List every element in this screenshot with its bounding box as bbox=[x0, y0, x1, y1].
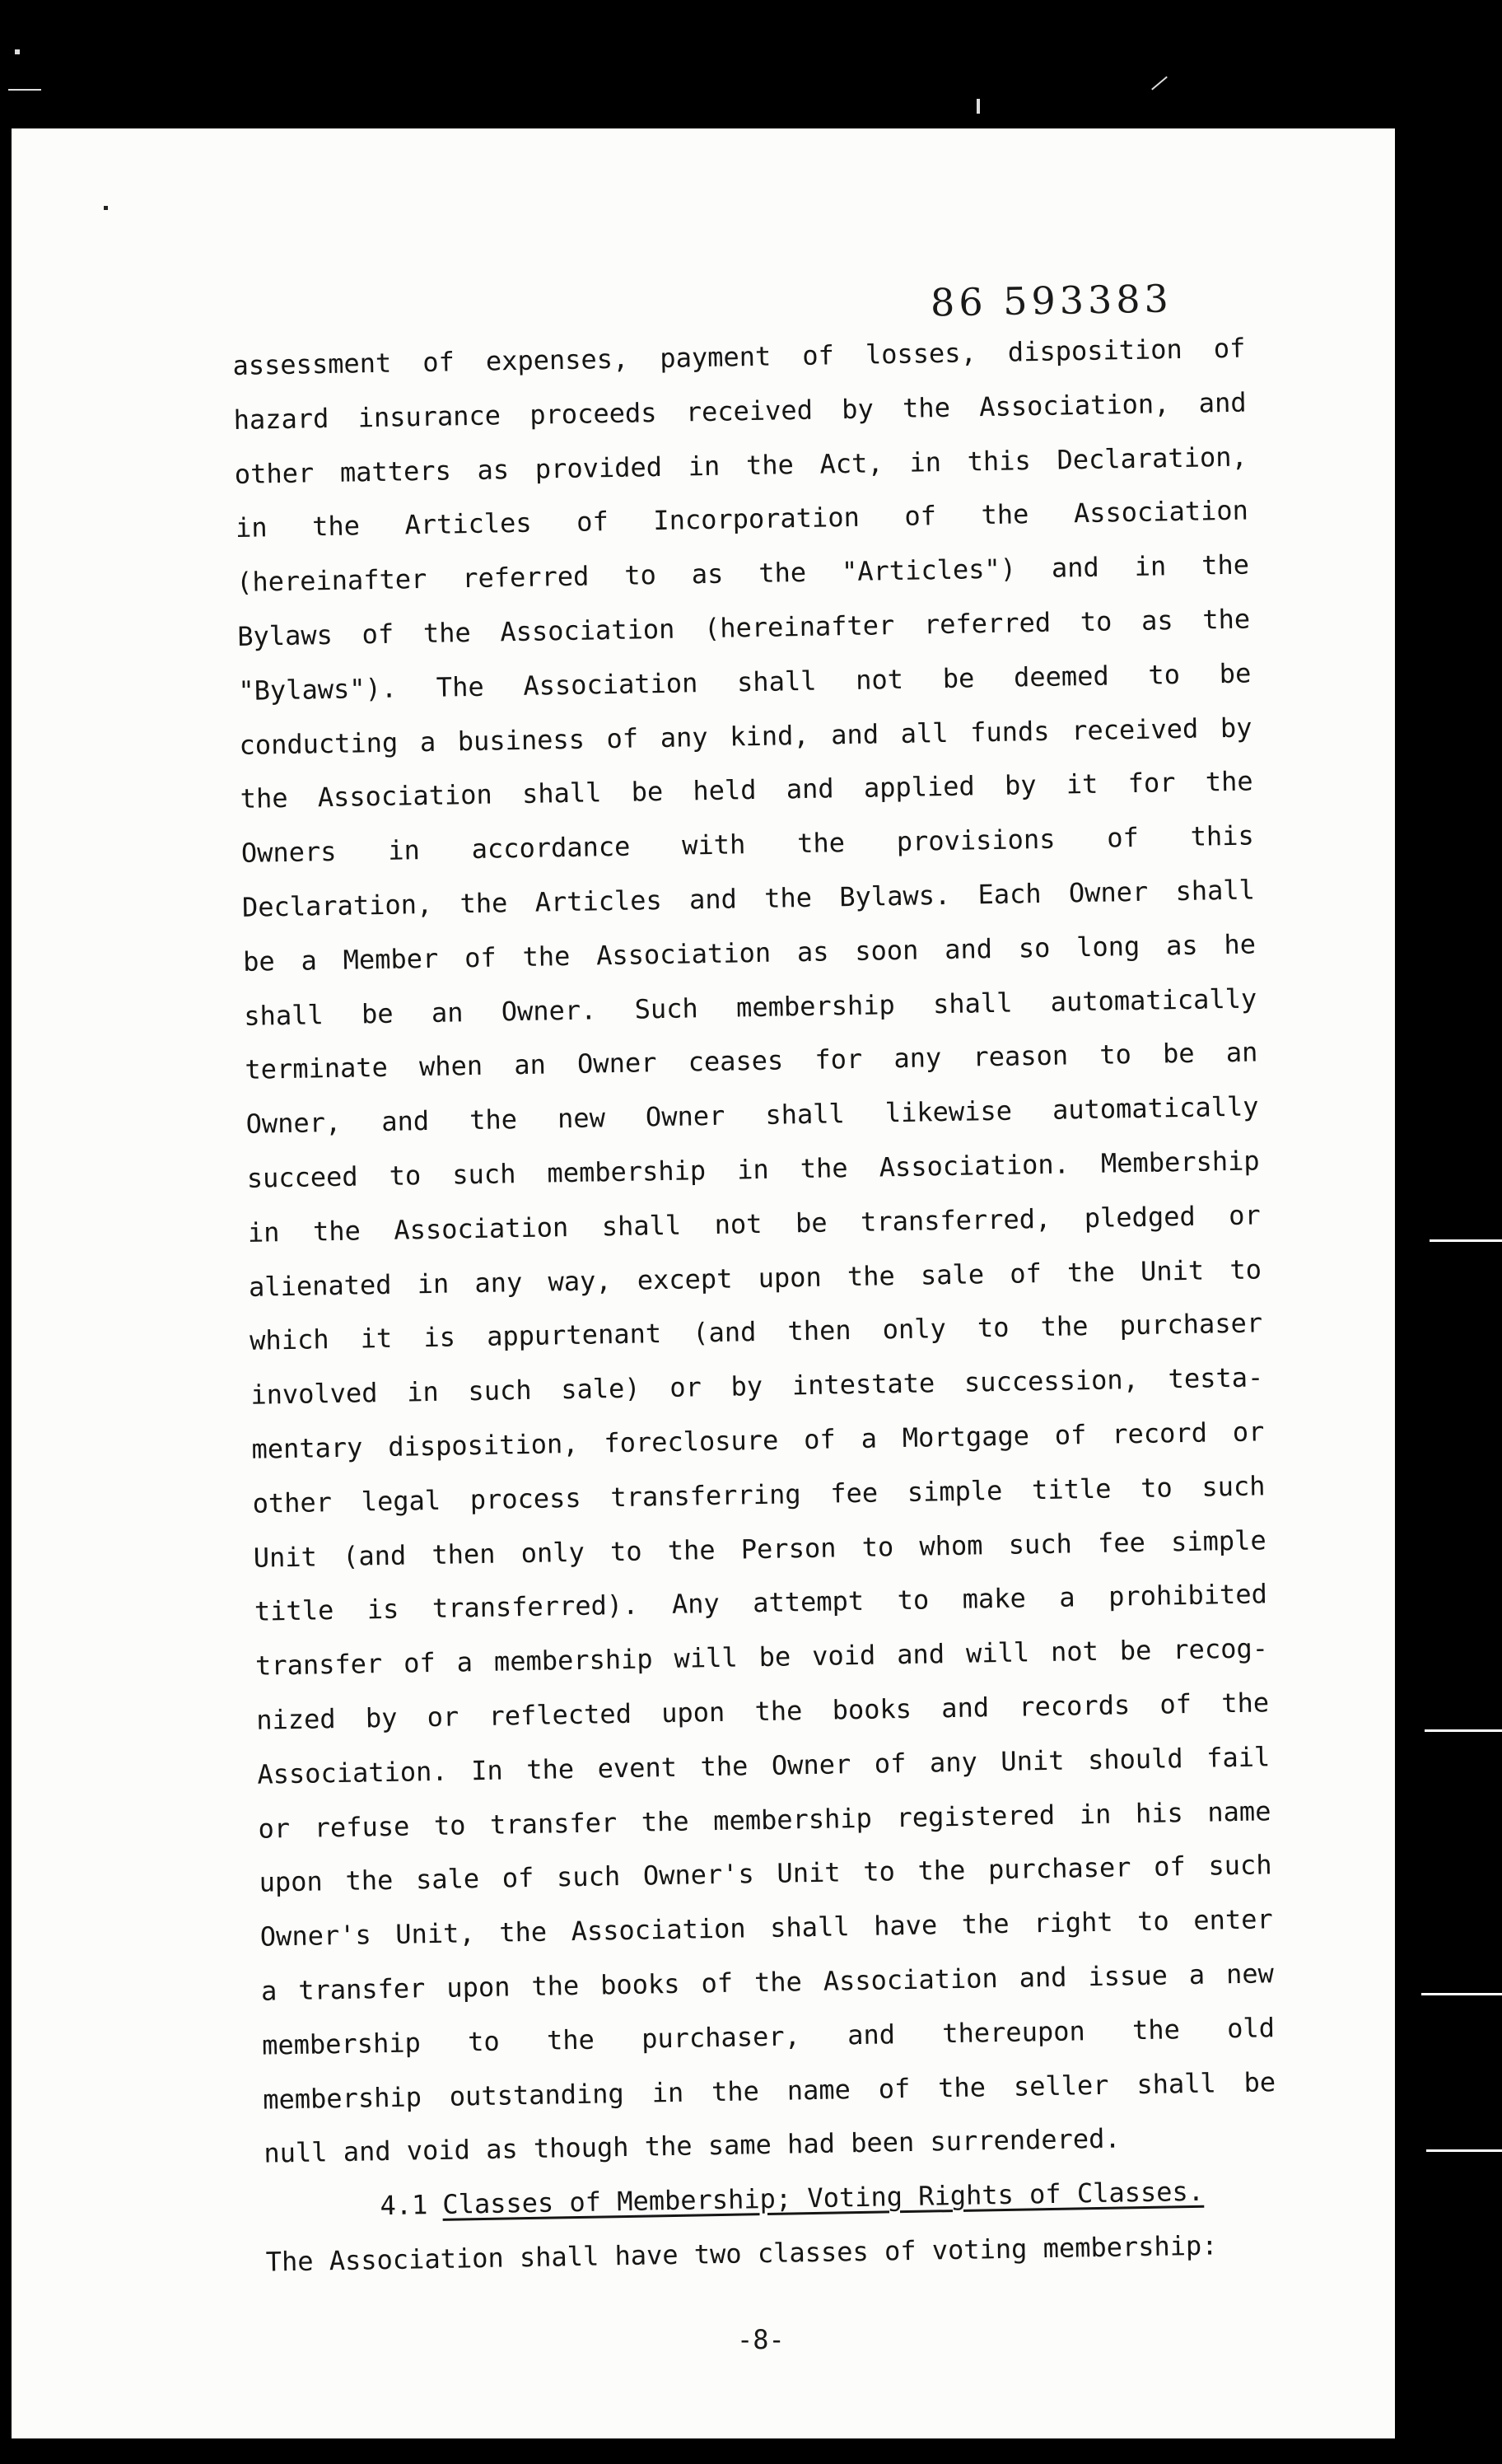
text-line: a transfer upon the books of the Association and issue a new bbox=[260, 1958, 1275, 2007]
section-title: Classes of Membership; Voting Rights of Classes. bbox=[442, 2175, 1205, 2220]
text-line: membership outstanding in the name of the seller shall be bbox=[262, 2065, 1276, 2116]
text-line: alienated in any way, except upon the sale of the Unit to bbox=[248, 1253, 1262, 1303]
text-line: mentary disposition, foreclosure of a Mortgage of record or bbox=[251, 1416, 1265, 1465]
text-line: assessment of expenses, payment of losses, disposition of bbox=[232, 332, 1246, 381]
scan-speck bbox=[104, 206, 108, 210]
text-line: Bylaws of the Association (hereinafter referred to as the bbox=[236, 603, 1251, 652]
text-line: hazard insurance proceeds received by the Association, and bbox=[233, 386, 1247, 436]
text-line: shall be an Owner. Such membership shall automatically bbox=[244, 982, 1257, 1032]
text-line: Owners in accordance with the provisions of this bbox=[240, 819, 1255, 870]
scan-speck bbox=[15, 49, 20, 54]
text-line: other matters as provided in the Act, in this Declaration, bbox=[234, 441, 1248, 490]
scan-speck bbox=[1151, 77, 1168, 91]
text-line: "Bylaws"). The Association shall not be deemed to be bbox=[238, 657, 1252, 707]
text-line: upon the sale of such Owner's Unit to the purchaser of such bbox=[259, 1849, 1272, 1899]
text-line: involved in such sale) or by intestate succession, testa- bbox=[250, 1361, 1264, 1411]
text-line: succeed to such membership in the Association. Membership bbox=[246, 1145, 1260, 1194]
text-line: the Association shall be held and applied by it for the bbox=[240, 765, 1253, 815]
body-text bbox=[232, 322, 1279, 2290]
text-line: Unit (and then only to the Person to whom such fee simple bbox=[253, 1524, 1266, 1574]
scan-edge-mark bbox=[1430, 1239, 1502, 1242]
text-line: other legal process transferring fee simple title to such bbox=[252, 1470, 1266, 1519]
text-line: Declaration, the Articles and the Bylaws. Each Owner shall bbox=[241, 874, 1256, 923]
text-line: conducting a business of any kind, and all funds received by bbox=[239, 712, 1252, 761]
text-line: in the Association shall not be transferred, pledged or bbox=[247, 1199, 1262, 1248]
text-line: Owner, and the new Owner shall likewise automatically bbox=[245, 1090, 1259, 1141]
text-line: terminate when an Owner ceases for any reason to be an bbox=[245, 1036, 1258, 1086]
text-line: Owner's Unit, the Association shall have the right to enter bbox=[259, 1903, 1274, 1953]
scan-edge-mark bbox=[1421, 1993, 1502, 1995]
text-line: or refuse to transfer the membership registered in his name bbox=[258, 1794, 1271, 1845]
page-number: -8- bbox=[737, 2324, 785, 2355]
section-number: 4.1 bbox=[380, 2189, 428, 2222]
text-line: transfer of a membership will be void and will not be recog- bbox=[254, 1632, 1269, 1682]
scan-speck bbox=[977, 99, 980, 114]
text-line: (hereinafter referred to as the "Articles") and in the bbox=[236, 548, 1250, 599]
text-line: membership to the purchaser, and thereupon the old bbox=[261, 2011, 1276, 2061]
text-line: title is transferred). Any attempt to make a prohibited bbox=[254, 1578, 1268, 1628]
text-line: Association. In the event the Owner of any Unit should fail bbox=[257, 1740, 1271, 1790]
text-line: be a Member of the Association as soon and so long as he bbox=[242, 928, 1257, 978]
text-line: which it is appurtenant (and then only to the purchaser bbox=[249, 1307, 1263, 1357]
scan-speck bbox=[8, 89, 41, 91]
closing-line: The Association shall have two classes of voting membership: bbox=[265, 2229, 1218, 2278]
text-line: null and void as though the same had been surrendered. bbox=[264, 2122, 1121, 2169]
scan-edge-mark bbox=[1426, 2149, 1502, 2152]
document-number: 86 593383 bbox=[930, 276, 1173, 325]
text-line: nized by or reflected upon the books and records of the bbox=[255, 1687, 1270, 1736]
scan-edge-mark bbox=[1425, 1729, 1502, 1732]
text-line: in the Articles of Incorporation of the Association bbox=[235, 494, 1249, 544]
